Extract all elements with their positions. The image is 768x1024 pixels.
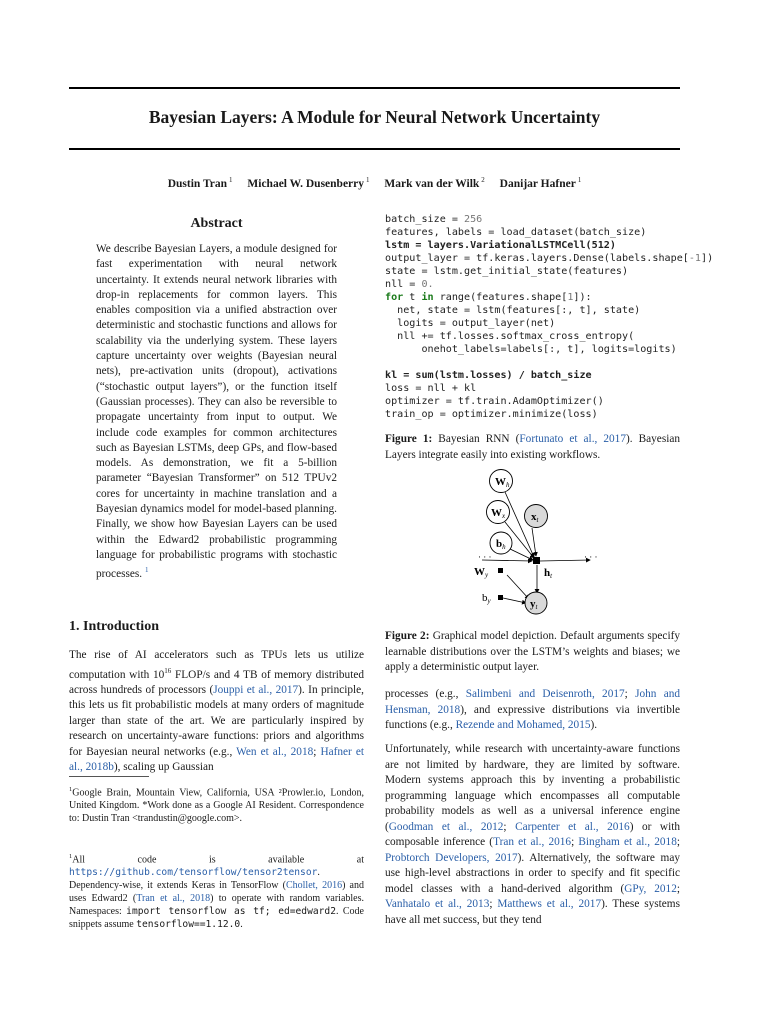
edge xyxy=(532,528,536,556)
label-w-h: Wh xyxy=(495,476,510,489)
node-b-y xyxy=(498,595,503,600)
footnote-divider xyxy=(69,776,149,777)
figure2-caption: Figure 2: Graphical model depiction. Default arguments specify learnable distributions over the LSTM’s weights and biases; we apply a deterministic output layer. xyxy=(385,630,680,673)
label-dots-right: · · · xyxy=(584,552,598,562)
intro-paragraph: The rise of AI accelerators such as TPUs lets us utilize computation with $10^{16}$ FLOP/s and 4 TB of memory distributed across hundreds of processors (Jouppi et al., 2017). In principle, this lets us fit probabilistic models at many orders of magnitude larger than state of the art. We are particularly inspired by research on uncertainty-aware functions: priors and algorithms for Bayesian neural networks (e.g., Wen et al., 2018; Hafner et al., 2018b), scaling up Gaussian xyxy=(69,649,364,774)
url-link[interactable]: https://github.com/tensorflow/tensor2tensor xyxy=(69,867,318,879)
graphical-model-diagram xyxy=(460,464,610,619)
citation-link[interactable]: GPy, 2012 xyxy=(624,882,677,895)
citation-link[interactable]: Chollet, 2016 xyxy=(285,880,343,892)
citation-link[interactable]: Jouppi et al., 2017 xyxy=(213,683,299,696)
edge xyxy=(540,560,590,561)
edge xyxy=(508,548,533,560)
figure1-caption: Figure 1: Bayesian RNN (Fortunato et al., 2017). Bayesian Layers integrate easily into existing workflows. xyxy=(385,433,681,461)
footnote-link[interactable]: 1 xyxy=(144,566,149,575)
label-w-y: Wy xyxy=(474,566,489,579)
affiliation-footnote: $^1$Google Brain, Mountain View, California, USA ²Prowler.io, London, United Kingdom. *Work done as a Google AI Resident. Correspondence to: Dustin Tran <trandustin@google.com>. xyxy=(69,786,364,825)
edge xyxy=(503,598,526,603)
code-footnote: $^1$All code is available at https://github.com/tensorflow/tensor2tensor. Dependency-wise, it extends Keras in TensorFlow (Chollet, 2016) and uses Edward2 (Tran et al., 2018) to operate with random variables. Namespaces: import tensorflow as tf; ed=edward2. Code snippets assume tensorflow==1.12.0. xyxy=(69,853,365,931)
citation-link[interactable]: Probtorch Developers, 2017 xyxy=(385,851,518,864)
author: Michael W. Dusenberry $^1$ xyxy=(247,176,370,190)
label-b-h: bh xyxy=(496,538,506,551)
citation-link[interactable]: Goodman et al., 2012 xyxy=(388,820,504,833)
section-heading-introduction: 1. Introduction xyxy=(69,619,159,634)
node-w-y xyxy=(498,568,503,573)
right-paragraph-2: Unfortunately, while research with uncertainty-aware functions are not limited by hardware, they are limited by software. Modern systems approach this by inventing a probabilistic programming language which encompasses all computable probability models as well as a universal inference engine (Goodman et al., 2012; Carpenter et al., 2016) or with composable inference (Tran et al., 2016; Bingham et al., 2018; Probtorch Developers, 2017). Alternatively, the software may use high-level abstractions in order to specify and fit specific model classes with a hand-derived algorithm (GPy, 2012; Vanhatalo et al., 2013; Matthews et al., 2017). These systems have all met success, but they tend xyxy=(385,743,681,926)
title-rule-top xyxy=(69,87,680,89)
citation-link[interactable]: Bingham et al., 2018 xyxy=(578,836,677,848)
edge xyxy=(507,575,529,599)
author-list xyxy=(69,176,680,190)
author: Mark van der Wilk $^2$ xyxy=(384,176,485,190)
right-paragraph-1: processes (e.g., Salimbeni and Deisenroth, 2017; John and Hensman, 2018), and expressive distributions via invertible functions (e.g., Rezende and Mohamed, 2015). xyxy=(385,688,680,731)
label-dots-left: · · · xyxy=(478,552,492,562)
citation-link[interactable]: Rezende and Mohamed, 2015 xyxy=(455,719,591,731)
author: Danijar Hafner $^1$ xyxy=(499,176,582,190)
node-h-t xyxy=(533,557,540,564)
citation-link[interactable]: Salimbeni and Deisenroth, 2017 xyxy=(465,688,625,700)
abstract-heading: Abstract xyxy=(190,216,243,231)
title-rule-bottom xyxy=(69,148,680,150)
citation-link[interactable]: Tran et al., 2018 xyxy=(136,893,211,905)
label-b-y: by xyxy=(482,592,491,605)
citation-link[interactable]: Fortunato et al., 2017 xyxy=(519,433,626,445)
label-x-t: xt xyxy=(531,511,539,524)
citation-link[interactable]: Tran et al., 2016 xyxy=(493,836,572,848)
label-y-t: yt xyxy=(530,598,538,611)
label-h-t: ht xyxy=(544,567,553,580)
citation-link[interactable]: Hafner et al., 2018b xyxy=(69,745,364,774)
label-w-x: Wx xyxy=(491,507,506,520)
abstract-text: We describe Bayesian Layers, a module designed for fast experimentation with neural network uncertainty. It extends neural network libraries with drop-in replacements for common layers. This enables composition via a unified abstraction over deterministic and stochastic functions and allows for scalability via the underlying system. These layers capture uncertainty over weights (Bayesian neural nets), pre-activation units (dropout), activations (“stochastic output layers”), or the function itself (Gaussian processes). They can also be reversible to propagate uncertainty from input to output. We include code examples for common architectures such as Bayesian LSTMs, deep GPs, and flow-based models. As demonstration, we fit a 5-billion parameter “Bayesian Transformer” on 512 TPUv2 cores for uncertainty in machine translation and a Bayesian dynamics model for model-based planning. Finally, we show how Bayesian Layers can be used within the Edward2 probabilistic programming language for probabilistic programs with stochastic processes. $^1$ xyxy=(96,243,337,580)
citation-link[interactable]: John and Hensman, 2018 xyxy=(385,688,680,716)
citation-link[interactable]: Carpenter et al., 2016 xyxy=(515,820,630,833)
code-listing: batch_size = 256 features, labels = load_dataset(batch_size) lstm = layers.VariationalLSTMCell(512) output_layer = tf.keras.layers.Dense(labels.shape[-1]) state = lstm.get_initial_state(features) nll = 0. for t in range(features.shape[1]): net, state = lstm(features[:, t], state) logits = output_layer(net) nll += tf.losses.softmax_cross_entropy( onehot_labels=labels[:, t], logits=logits) kl = sum(lstm.losses) / batch_size loss = nll + kl optimizer = tf.train.AdamOptimizer() train_op = optimizer.minimize(loss) xyxy=(385,214,714,420)
paper-title: Bayesian Layers: A Module for Neural Network Uncertainty xyxy=(148,107,601,127)
author: Dustin Tran $^1$ xyxy=(167,176,233,190)
citation-link[interactable]: Matthews et al., 2017 xyxy=(497,898,602,910)
citation-link[interactable]: Vanhatalo et al., 2013 xyxy=(385,898,490,910)
citation-link[interactable]: Wen et al., 2018 xyxy=(236,745,314,758)
